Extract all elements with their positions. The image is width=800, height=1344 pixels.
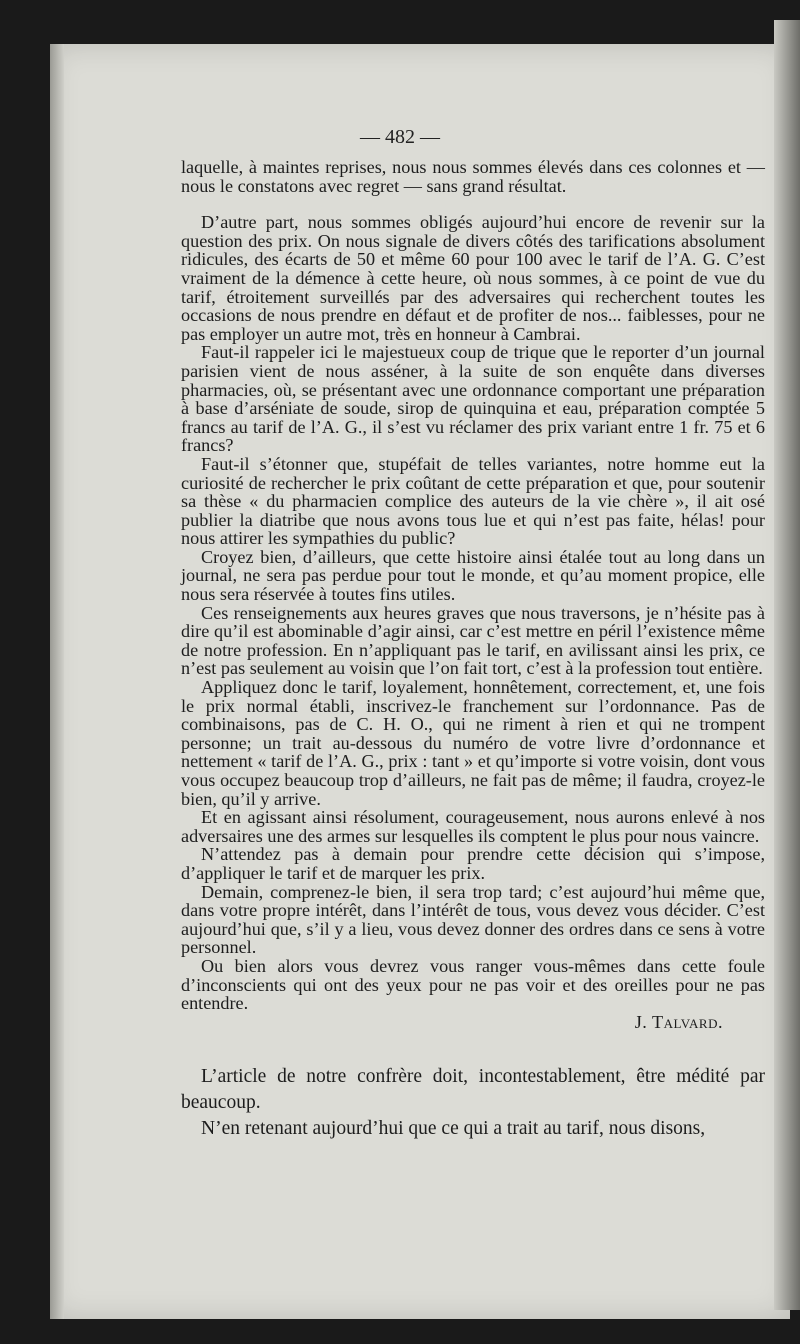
page-fore-edge <box>774 20 800 1310</box>
paragraph: Croyez bien, d’ailleurs, que cette histoire ainsi étalée tout au long dans un journal, ne sera pas perdue pour tout le monde, et qu’au moment propice, elle nous sera réservée à toutes fins utiles. <box>181 546 765 605</box>
paragraph: N’en retenant aujourd’hui que ce qui a trait au tarif, nous disons, <box>201 1118 706 1139</box>
signature: J. Talvard. <box>634 1011 723 1032</box>
paragraph: Appliquez donc le tarif, loyalement, honnêtement, correctement, et, une fois le prix normal établi, inscrivez-le franchement sur l’ordonnance. Pas de combinaisons, pas de C. H. O., qui ne riment à rien et qui ne trompent personne; un trait au-dessous du numéro de votre livre d’ordonnance et nettement « tarif de l’A. G., prix : tant » et qu’importe si votre voisin, dont vous vous occupez beaucoup trop d’ailleurs, ne fait pas de même; il faudra, croyez-le bien, qu’il y arrive. <box>181 677 765 809</box>
paragraph: Ou bien alors vous devrez vous ranger vous-mêmes dans cette foule d’inconscients qui ont des yeux pour ne pas voir et des oreilles pour ne pas entendre. <box>181 955 765 1014</box>
paragraph: Et en agissant ainsi résolument, courageusement, nous aurons enlevé à nos adversaires une des armes sur lesquelles ils comptent le plus pour nous vaincre. <box>181 807 765 846</box>
paragraph: N’attendez pas à demain pour prendre cette décision qui s’impose, d’appliquer le tarif et de marquer les prix. <box>181 844 765 883</box>
signature-line <box>181 1013 765 1032</box>
paragraph: laquelle, à maintes reprises, nous nous sommes élevés dans ces colonnes et — nous le constatons avec regret — sans grand résultat. <box>181 157 765 196</box>
paragraph: Demain, comprenez-le bien, il sera trop tard; c’est aujourd’hui même que, dans votre propre intérêt, dans l’intérêt de tous, vous devez vous décider. C’est aujourd’hui que, s’il y a lieu, vous devez donner des ordres dans ce sens à votre personnel. <box>181 881 765 958</box>
paragraph: Faut-il rappeler ici le majestueux coup de trique que le reporter d’un journal parisien vient de nous asséner, à la suite de son enquête dans diverses pharmacies, où, se présentant avec une ordonnance comportant une préparation à base d’arséniate de soude, sirop de quinquina et eau, préparation comptée 5 francs au tarif de l’A. G., il s’est vu réclamer des prix variant entre 1 fr. 75 et 6 francs? <box>181 342 765 456</box>
closing-text <box>181 1064 765 1142</box>
page-binding-shadow <box>50 44 64 1319</box>
paragraph: Faut-il s’étonner que, stupéfait de telles variantes, notre homme eut la curiosité de rechercher le prix coûtant de cette préparation et que, pour soutenir sa thèse « du pharmacien complice des auteurs de la vie chère », il ait osé publier la diatribe que nous avons tous lue et qui n’est pas faite, hélas! pour nous attirer les sympathies du public? <box>181 453 765 549</box>
paragraph: Ces renseignements aux heures graves que nous traversons, je n’hésite pas à dire qu’il est abominable d’agir ainsi, car c’est mettre en péril l’existence même de notre profession. En n’appliquant pas le tarif, en avilissant ainsi les prix, ce n’est pas seulement au voisin que l’on fait tort, c’est à la profession tout entière. <box>181 602 765 679</box>
paragraph: L’article de notre confrère doit, incontestablement, être médité par beaucoup. <box>181 1066 765 1113</box>
article-body <box>181 158 765 1031</box>
page-number: — 482 — <box>360 126 440 148</box>
paragraph: D’autre part, nous sommes obligés aujourd’hui encore de revenir sur la question des prix. On nous signale de divers côtés des tarifications absolument ridicules, des écarts de 50 et même 60 pour 100 avec le tarif de l’A. G. C’est vraiment de la démence à cette heure, où nous sommes, à ce point de vue du tarif, étroitement surveillés par des adversaires qui recherchent toutes les occasions de nous prendre en défaut et de profiter de nos... faiblesses, pour ne pas employer un autre mot, très en honneur à Cambrai. <box>181 212 765 344</box>
